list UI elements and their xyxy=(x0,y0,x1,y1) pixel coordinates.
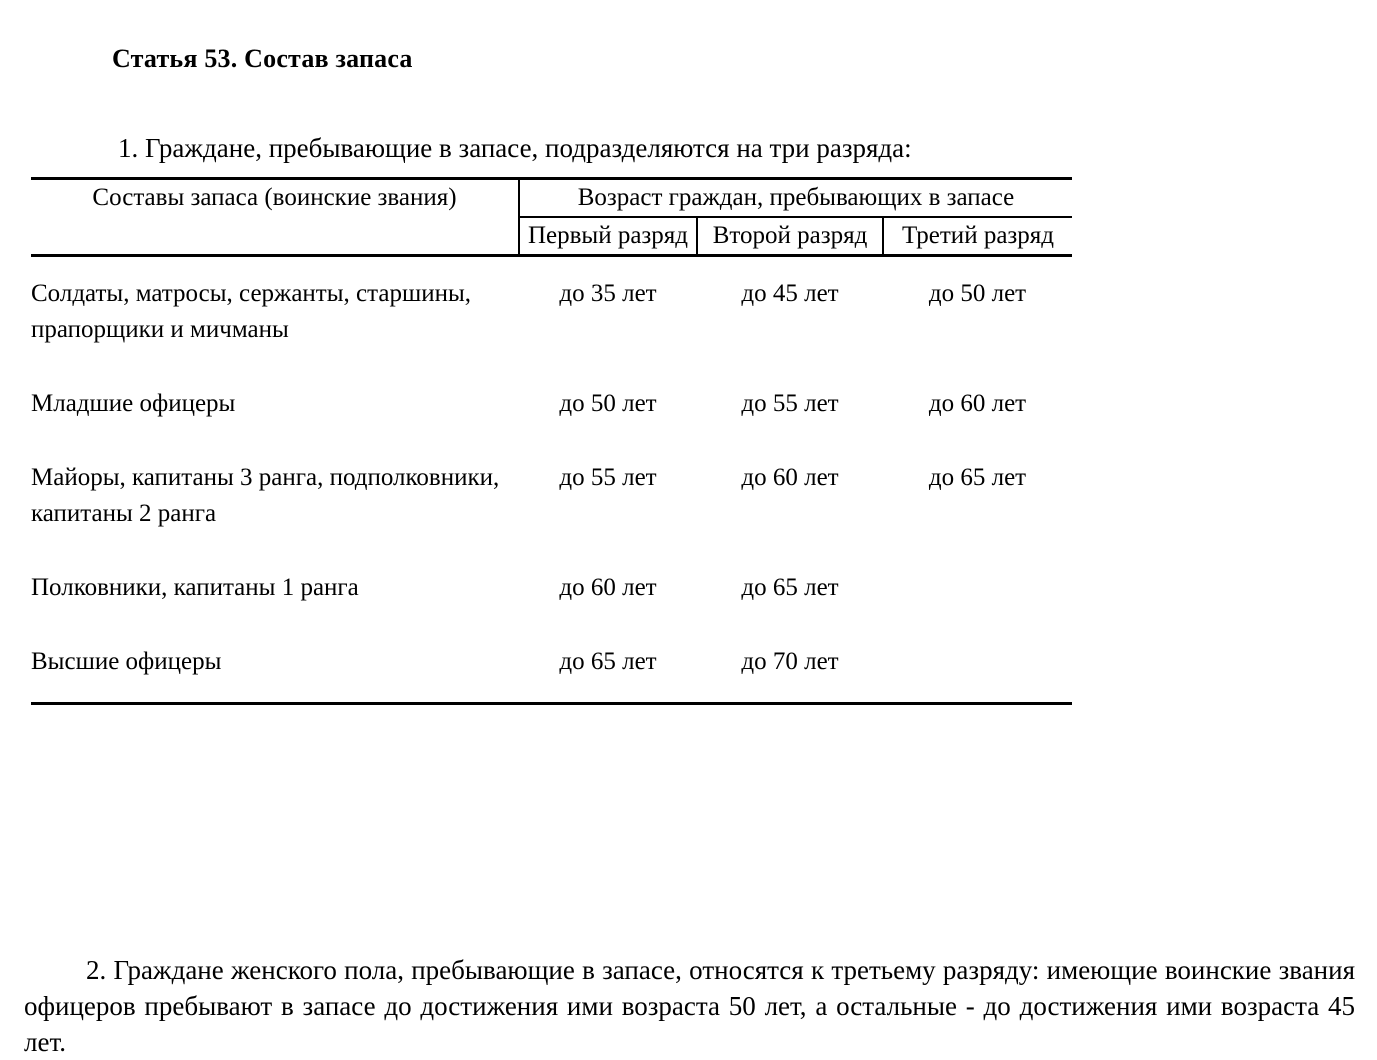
table-row xyxy=(31,441,1072,551)
table-row xyxy=(31,367,1072,441)
cell-third-rank-age: до 50 лет xyxy=(928,280,1027,307)
reserve-composition-table xyxy=(31,177,1072,705)
table-row xyxy=(31,551,1072,625)
cell-second-rank-age: до 45 лет xyxy=(741,280,839,307)
column-header-first-rank: Первый разряд xyxy=(519,217,697,256)
cell-first-rank-age: до 60 лет xyxy=(559,574,657,601)
table-row xyxy=(31,256,1072,368)
cell-composition: Майоры, капитаны 3 ранга, подполковники, капитаны 2 ранга xyxy=(31,464,500,527)
table-row xyxy=(31,625,1072,704)
cell-second-rank-age: до 60 лет xyxy=(741,464,839,491)
cell-third-rank-age: до 60 лет xyxy=(928,390,1027,417)
table-body xyxy=(31,256,1072,704)
page-title: Статья 53. Состав запаса xyxy=(112,44,413,74)
cell-composition: Полковники, капитаны 1 ранга xyxy=(31,574,359,601)
column-header-age-group: Возраст граждан, пребывающих в запасе xyxy=(519,179,1072,218)
column-header-reserve-composition: Составы запаса (воинские звания) xyxy=(31,179,519,256)
cell-first-rank-age: до 55 лет xyxy=(559,464,657,491)
cell-second-rank-age: до 55 лет xyxy=(741,390,839,417)
cell-third-rank-age: до 65 лет xyxy=(928,464,1027,491)
cell-composition: Солдаты, матросы, сержанты, старшины, прапорщики и мичманы xyxy=(31,280,472,343)
cell-composition: Младшие офицеры xyxy=(31,390,236,417)
cell-composition: Высшие офицеры xyxy=(31,625,519,704)
table-header xyxy=(31,179,1072,256)
cell-second-rank-age: до 65 лет xyxy=(741,574,839,601)
cell-first-rank-age: до 65 лет xyxy=(519,625,697,704)
cell-first-rank-age: до 35 лет xyxy=(559,280,657,307)
column-header-third-rank: Третий разряд xyxy=(883,217,1072,256)
table-header-row-top xyxy=(31,179,1072,218)
paragraph-one: 1. Граждане, пребывающие в запасе, подразделяются на три разряда: xyxy=(118,133,912,163)
cell-third-rank-age xyxy=(883,625,1072,704)
cell-second-rank-age: до 70 лет xyxy=(697,625,883,704)
column-header-second-rank: Второй разряд xyxy=(697,217,883,256)
cell-third-rank-age xyxy=(883,551,1072,625)
paragraph-two: 2. Граждане женского пола, пребывающие в запасе, относятся к третьему разряду: имеющие воинские звания офицеров пребывают в запасе до достижения ими возраста 50 лет, а остальные - до достижения ими возраста 45 лет. xyxy=(24,955,1355,1057)
cell-first-rank-age: до 50 лет xyxy=(559,390,657,417)
